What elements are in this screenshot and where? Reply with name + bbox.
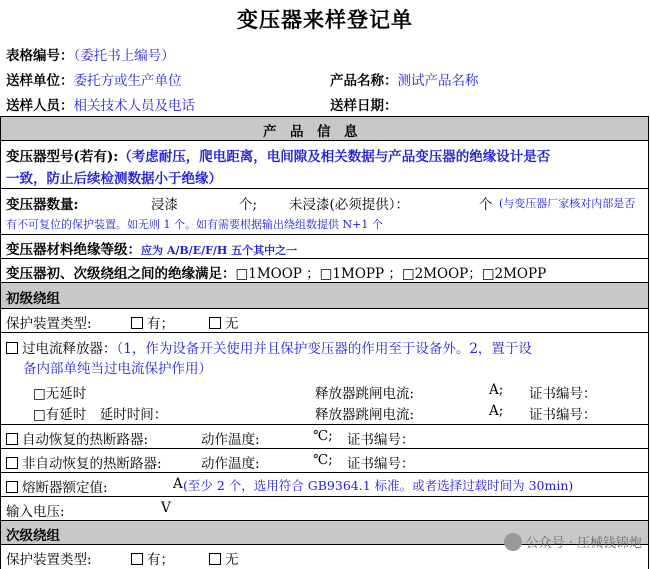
fuse-label: 熔断器额定值: xyxy=(22,480,108,496)
auto-reset-cert-label: 证书编号： xyxy=(347,432,415,448)
product-name-row xyxy=(330,69,479,89)
section-secondary-title: 次级绕组 xyxy=(6,528,60,544)
person-label: 送样人员： xyxy=(6,98,74,114)
input-voltage-unit: V xyxy=(161,500,171,516)
form-number-row xyxy=(6,44,175,64)
quantity-note-2: 有不可复位的保护装置。如无则 1 个。如有需要根据输出绕组数提供 N+1 个 xyxy=(6,218,383,231)
input-voltage-row xyxy=(0,496,649,520)
overcurrent-note-2: 备内部单纯当过电流保护作用） xyxy=(23,361,212,377)
secondary-protection-label: 保护装置类型: xyxy=(6,552,92,568)
wechat-icon xyxy=(504,533,522,551)
model-row xyxy=(0,140,649,188)
insulation-options[interactable]: □1MOOP ；□1MOPP ；□2MOOP；□2MOPP xyxy=(235,266,547,282)
watermark xyxy=(504,532,642,551)
quantity-note: (与变压器厂家核对内部是否 xyxy=(499,197,636,210)
protection-no-checkbox[interactable] xyxy=(209,317,221,329)
section-product-title: 产 品 信 息 xyxy=(263,124,358,140)
secondary-yes-label: 有； xyxy=(147,552,174,568)
person-row xyxy=(6,94,195,114)
person-value: 相关技术人员及电话 xyxy=(73,98,195,114)
cert-no-label-2: 证书编号： xyxy=(529,407,597,423)
material-value: 应为 A/B/E/F/H 五个其中之一 xyxy=(141,244,298,257)
auto-reset-celsius: ℃; xyxy=(313,428,333,444)
trip-current-unit-2: A; xyxy=(489,403,504,419)
material-row xyxy=(0,234,649,258)
auto-reset-label: 自动恢复的热断路器: xyxy=(22,432,149,448)
protection-yes-checkbox[interactable] xyxy=(131,317,143,329)
non-auto-reset-label: 非自动恢复的热断路器: xyxy=(22,456,162,472)
protection-type-row xyxy=(0,308,649,332)
date-row xyxy=(330,94,398,114)
quantity-dipped: 浸漆 xyxy=(151,197,178,213)
auto-reset-temp-label: 动作温度: xyxy=(201,432,260,448)
fuse-unit: A xyxy=(173,476,183,492)
model-note-2: 一致，防止后续检测数据小于绝缘） xyxy=(6,171,222,187)
quantity-row xyxy=(0,188,649,234)
secondary-no-checkbox[interactable] xyxy=(209,553,221,565)
fuse-row xyxy=(0,472,649,496)
auto-reset-checkbox[interactable] xyxy=(6,433,18,445)
protection-yes-label: 有； xyxy=(147,316,174,332)
material-label: 变压器材料绝缘等级： xyxy=(6,242,141,258)
form-number-value: （委托书上编号） xyxy=(73,48,175,64)
trip-current-label-2: 释放器跳闸电流: xyxy=(315,407,415,423)
quantity-unit-2: 个 xyxy=(479,197,493,213)
auto-reset-row xyxy=(0,424,649,448)
trip-current-label-1: 释放器跳闸电流: xyxy=(315,386,415,402)
no-delay-option[interactable]: □无延时 xyxy=(33,386,87,402)
form-number-label: 表格编号： xyxy=(6,48,74,64)
section-product-info xyxy=(0,116,649,140)
fuse-checkbox[interactable] xyxy=(6,481,18,493)
non-auto-reset-checkbox[interactable] xyxy=(6,457,18,469)
section-primary-winding xyxy=(0,282,649,308)
cert-no-label-1: 证书编号： xyxy=(529,386,597,402)
quantity-label: 变压器数量: xyxy=(6,197,79,213)
non-auto-reset-row xyxy=(0,448,649,472)
sender-label: 送样单位： xyxy=(6,73,74,89)
fuse-note: (至少 2 个，选用符合 GB9364.1 标准。或者选择过载时间为 30min) xyxy=(183,478,574,493)
watermark-text: 公众号 · 压械钱锦炮 xyxy=(525,536,642,551)
sender-row xyxy=(6,69,182,89)
section-primary-title: 初级绕组 xyxy=(6,291,60,307)
has-delay-option[interactable]: □有延时 延时时间： xyxy=(33,407,168,423)
secondary-yes-checkbox[interactable] xyxy=(131,553,143,565)
sender-value: 委托方或生产单位 xyxy=(73,73,182,89)
model-label: 变压器型号(若有): xyxy=(6,149,119,165)
protection-type-label: 保护装置类型: xyxy=(6,316,92,332)
secondary-no-label: 无 xyxy=(225,552,239,568)
trip-current-unit-1: A; xyxy=(489,382,504,398)
date-label: 送样日期： xyxy=(330,98,398,114)
protection-no-label: 无 xyxy=(225,316,239,332)
model-note-1: （考虑耐压，爬电距离，电间隙及相关数据与产品变压器的绝缘设计是否 xyxy=(118,149,551,165)
insulation-row xyxy=(0,258,649,282)
insulation-label: 变压器初、次级绕组之间的绝缘满足： xyxy=(6,266,236,282)
quantity-unit-1: 个; xyxy=(239,197,258,213)
overcurrent-label: 过电流释放器： xyxy=(22,341,117,357)
form-title: 变压器来样登记单 xyxy=(237,7,413,32)
input-voltage-label: 输入电压: xyxy=(6,504,65,520)
overcurrent-note-1: （1，作为设备开关使用并且保护变压器的作用至于设备外。2，置于设 xyxy=(116,341,532,357)
product-name-label: 产品名称： xyxy=(330,73,398,89)
non-auto-reset-celsius: ℃; xyxy=(313,452,333,468)
product-name-value: 测试产品名称 xyxy=(397,73,479,89)
quantity-undipped: 未浸漆(必须提供）： xyxy=(289,197,410,213)
overcurrent-row xyxy=(0,332,649,424)
non-auto-reset-cert-label: 证书编号： xyxy=(347,456,415,472)
non-auto-reset-temp-label: 动作温度: xyxy=(201,456,260,472)
overcurrent-checkbox[interactable] xyxy=(6,342,18,354)
